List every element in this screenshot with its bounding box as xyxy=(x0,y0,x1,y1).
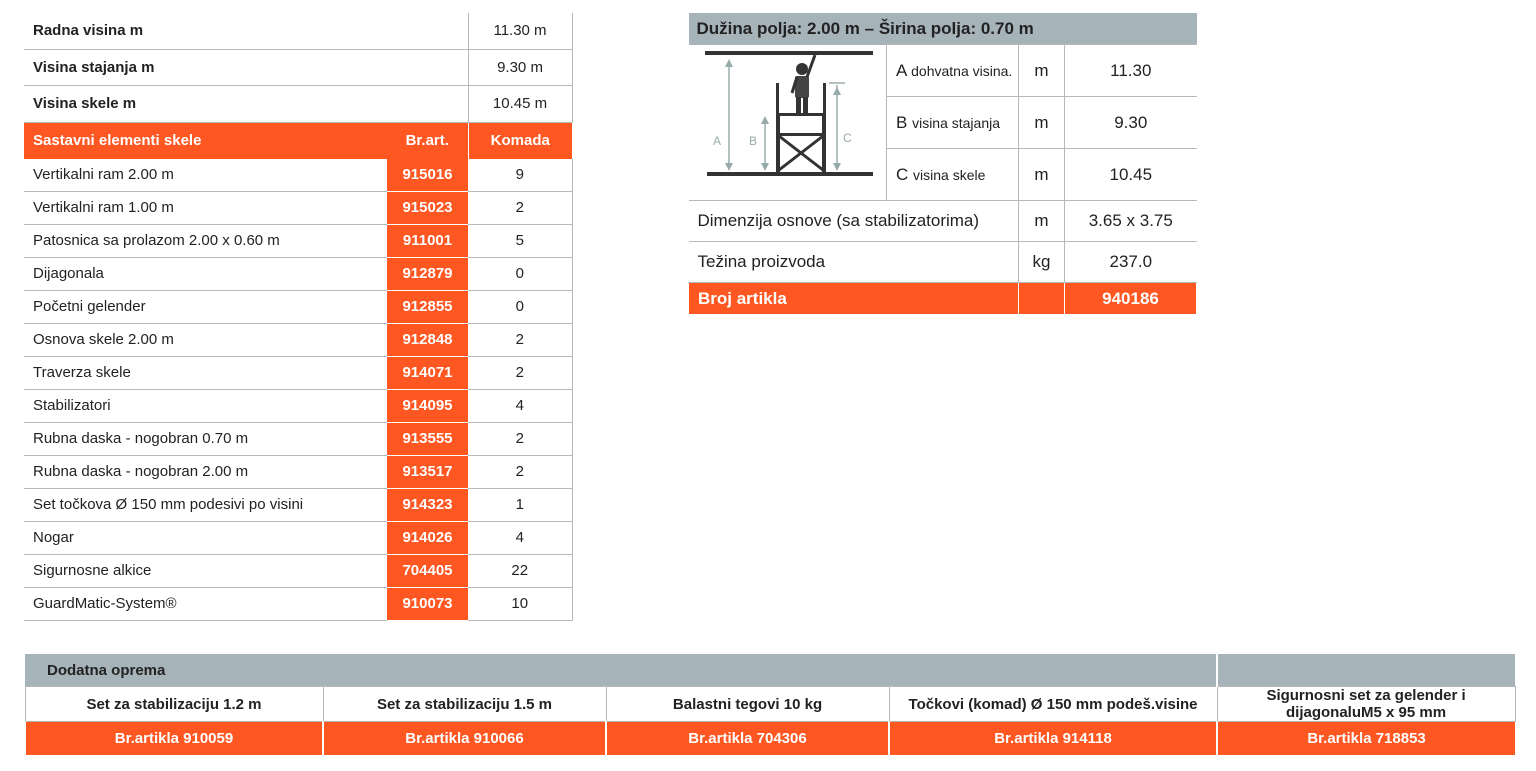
spec-row xyxy=(24,49,572,86)
header-qty: Komada xyxy=(468,122,572,159)
component-name: Set točkova Ø 150 mm podesivi po visini xyxy=(24,488,387,521)
dim-unit: m xyxy=(1019,97,1065,149)
base-unit: m xyxy=(1019,201,1065,242)
components-table xyxy=(24,13,573,621)
component-art: 914026 xyxy=(387,521,468,554)
component-qty: 2 xyxy=(468,191,572,224)
extra-name: Set za stabilizaciju 1.5 m xyxy=(323,687,606,722)
component-art: 913517 xyxy=(387,455,468,488)
scaffold-diagram-icon xyxy=(689,45,887,195)
extras-title-spacer xyxy=(1217,654,1515,687)
header-name: Sastavni elementi skele xyxy=(24,122,387,159)
base-label: Dimenzija osnove (sa stabilizatorima) xyxy=(689,201,1019,242)
dim-row xyxy=(689,45,1197,97)
extras-names-row xyxy=(25,687,1515,722)
component-qty: 5 xyxy=(468,224,572,257)
component-art: 914071 xyxy=(387,356,468,389)
extra-name: Set za stabilizaciju 1.2 m xyxy=(25,687,323,722)
spec-value: 10.45 m xyxy=(468,86,572,123)
spec-label: Radna visina m xyxy=(24,13,468,49)
component-art: 915023 xyxy=(387,191,468,224)
svg-text:B: B xyxy=(748,133,757,148)
component-name: Početni gelender xyxy=(24,290,387,323)
component-art: 912879 xyxy=(387,257,468,290)
component-qty: 2 xyxy=(468,356,572,389)
spec-row xyxy=(24,86,572,123)
extra-art: Br.artikla 704306 xyxy=(606,722,889,756)
component-name: Stabilizatori xyxy=(24,389,387,422)
component-name: Vertikalni ram 1.00 m xyxy=(24,191,387,224)
component-qty: 0 xyxy=(468,257,572,290)
component-art: 910073 xyxy=(387,587,468,620)
component-row xyxy=(24,521,572,554)
article-spacer xyxy=(1019,283,1065,315)
product-panel xyxy=(688,13,1197,315)
component-art: 914095 xyxy=(387,389,468,422)
extras-title: Dodatna oprema xyxy=(25,654,1217,687)
svg-text:C: C xyxy=(842,130,852,145)
dim-value: 11.30 xyxy=(1065,45,1197,97)
weight-unit: kg xyxy=(1019,242,1065,283)
svg-text:A: A xyxy=(712,133,721,148)
panel-title-row xyxy=(689,13,1197,45)
component-row xyxy=(24,356,572,389)
spec-row xyxy=(24,13,572,49)
component-art: 912848 xyxy=(387,323,468,356)
component-name: Patosnica sa prolazom 2.00 x 0.60 m xyxy=(24,224,387,257)
component-art: 914323 xyxy=(387,488,468,521)
component-row xyxy=(24,389,572,422)
extra-name: Balastni tegovi 10 kg xyxy=(606,687,889,722)
dim-value: 9.30 xyxy=(1065,97,1197,149)
component-qty: 2 xyxy=(468,422,572,455)
extras-title-row xyxy=(25,654,1515,687)
components-header xyxy=(24,122,572,159)
dim-label: A dohvatna visina. xyxy=(887,45,1019,97)
spec-label: Visina skele m xyxy=(24,86,468,123)
article-row xyxy=(689,283,1197,315)
component-row xyxy=(24,554,572,587)
header-art: Br.art. xyxy=(387,122,468,159)
component-qty: 4 xyxy=(468,521,572,554)
component-row xyxy=(24,224,572,257)
component-name: Dijagonala xyxy=(24,257,387,290)
extra-art: Br.artikla 910066 xyxy=(323,722,606,756)
dim-unit: m xyxy=(1019,45,1065,97)
dim-value: 10.45 xyxy=(1065,149,1197,201)
spec-value: 11.30 m xyxy=(468,13,572,49)
component-name: GuardMatic-System® xyxy=(24,587,387,620)
component-row xyxy=(24,488,572,521)
component-name: Sigurnosne alkice xyxy=(24,554,387,587)
component-art: 915016 xyxy=(387,159,468,192)
component-row xyxy=(24,191,572,224)
component-name: Nogar xyxy=(24,521,387,554)
component-row xyxy=(24,323,572,356)
weight-label: Težina proizvoda xyxy=(689,242,1019,283)
component-row xyxy=(24,422,572,455)
dim-label: B visina stajanja xyxy=(887,97,1019,149)
component-qty: 1 xyxy=(468,488,572,521)
extra-art: Br.artikla 910059 xyxy=(25,722,323,756)
extra-name: Sigurnosni set za gelender i dijagonaluM5 x 95 mm xyxy=(1217,687,1515,722)
component-name: Rubna daska - nogobran 0.70 m xyxy=(24,422,387,455)
component-qty: 4 xyxy=(468,389,572,422)
component-name: Rubna daska - nogobran 2.00 m xyxy=(24,455,387,488)
base-value: 3.65 x 3.75 xyxy=(1065,201,1197,242)
component-qty: 10 xyxy=(468,587,572,620)
extras-arts-row xyxy=(25,722,1515,756)
spec-value: 9.30 m xyxy=(468,49,572,86)
article-value: 940186 xyxy=(1065,283,1197,315)
component-qty: 2 xyxy=(468,323,572,356)
extra-art: Br.artikla 914118 xyxy=(889,722,1217,756)
dim-label: C visina skele xyxy=(887,149,1019,201)
weight-row xyxy=(689,242,1197,283)
component-row xyxy=(24,290,572,323)
extras-table xyxy=(24,654,1516,755)
component-row xyxy=(24,455,572,488)
component-qty: 2 xyxy=(468,455,572,488)
spec-label: Visina stajanja m xyxy=(24,49,468,86)
component-name: Traverza skele xyxy=(24,356,387,389)
weight-value: 237.0 xyxy=(1065,242,1197,283)
component-art: 913555 xyxy=(387,422,468,455)
component-qty: 0 xyxy=(468,290,572,323)
panel-title: Dužina polja: 2.00 m – Širina polja: 0.70 m xyxy=(689,13,1197,45)
component-qty: 9 xyxy=(468,159,572,192)
extra-art: Br.artikla 718853 xyxy=(1217,722,1515,756)
component-row xyxy=(24,159,572,192)
extra-name: Točkovi (komad) Ø 150 mm podeš.visine xyxy=(889,687,1217,722)
component-row xyxy=(24,587,572,620)
component-art: 912855 xyxy=(387,290,468,323)
article-label: Broj artikla xyxy=(689,283,1019,315)
component-name: Osnova skele 2.00 m xyxy=(24,323,387,356)
component-row xyxy=(24,257,572,290)
dim-unit: m xyxy=(1019,149,1065,201)
component-qty: 22 xyxy=(468,554,572,587)
component-art: 911001 xyxy=(387,224,468,257)
scaffold-diagram xyxy=(689,45,887,201)
component-name: Vertikalni ram 2.00 m xyxy=(24,159,387,192)
base-row xyxy=(689,201,1197,242)
component-art: 704405 xyxy=(387,554,468,587)
